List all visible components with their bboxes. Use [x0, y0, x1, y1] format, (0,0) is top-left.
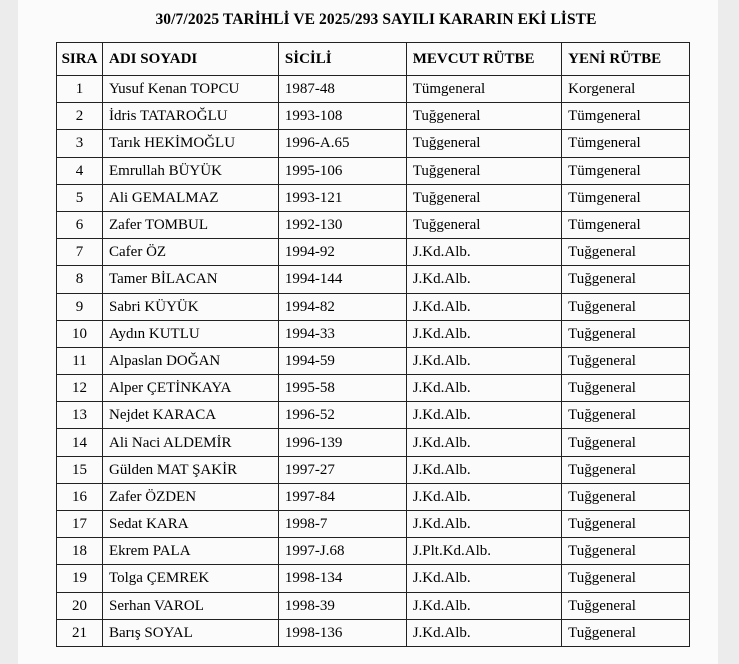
cell-mevcut-rutbe: J.Kd.Alb.	[406, 429, 561, 456]
cell-mevcut-rutbe: Tuğgeneral	[406, 211, 561, 238]
cell-adi-soyadi: Serhan VAROL	[103, 592, 279, 619]
cell-sicili: 1998-39	[278, 592, 406, 619]
cell-sicili: 1994-144	[278, 266, 406, 293]
cell-mevcut-rutbe: J.Kd.Alb.	[406, 320, 561, 347]
header-mevcut-rutbe: MEVCUT RÜTBE	[406, 43, 561, 76]
header-sira: SIRA	[57, 43, 103, 76]
cell-sira: 19	[57, 565, 103, 592]
cell-adi-soyadi: Cafer ÖZ	[103, 239, 279, 266]
cell-sicili: 1993-108	[278, 103, 406, 130]
table-row	[57, 511, 690, 538]
cell-mevcut-rutbe: Tümgeneral	[406, 76, 561, 103]
cell-sira: 9	[57, 293, 103, 320]
cell-adi-soyadi: Tolga ÇEMREK	[103, 565, 279, 592]
cell-sicili: 1998-136	[278, 619, 406, 646]
cell-yeni-rutbe: Tuğgeneral	[562, 619, 690, 646]
cell-adi-soyadi: Sedat KARA	[103, 511, 279, 538]
cell-adi-soyadi: Nejdet KARACA	[103, 402, 279, 429]
cell-sicili: 1998-7	[278, 511, 406, 538]
cell-sicili: 1996-A.65	[278, 130, 406, 157]
cell-sicili: 1994-82	[278, 293, 406, 320]
table-row	[57, 483, 690, 510]
table-row	[57, 402, 690, 429]
cell-sicili: 1998-134	[278, 565, 406, 592]
table-row	[57, 211, 690, 238]
promotion-table	[56, 42, 690, 647]
cell-mevcut-rutbe: Tuğgeneral	[406, 157, 561, 184]
cell-sicili: 1994-33	[278, 320, 406, 347]
table-row	[57, 375, 690, 402]
cell-yeni-rutbe: Tuğgeneral	[562, 592, 690, 619]
cell-sira: 6	[57, 211, 103, 238]
cell-sicili: 1997-J.68	[278, 538, 406, 565]
cell-sira: 3	[57, 130, 103, 157]
cell-adi-soyadi: Alpaslan DOĞAN	[103, 347, 279, 374]
cell-mevcut-rutbe: J.Kd.Alb.	[406, 402, 561, 429]
cell-sicili: 1993-121	[278, 184, 406, 211]
cell-mevcut-rutbe: J.Kd.Alb.	[406, 619, 561, 646]
document-page	[18, 0, 718, 664]
cell-adi-soyadi: Yusuf Kenan TOPCU	[103, 76, 279, 103]
cell-sicili: 1997-84	[278, 483, 406, 510]
cell-adi-soyadi: Aydın KUTLU	[103, 320, 279, 347]
cell-sicili: 1992-130	[278, 211, 406, 238]
cell-sira: 12	[57, 375, 103, 402]
table-row	[57, 103, 690, 130]
document-title: 30/7/2025 TARİHLİ VE 2025/293 SAYILI KARARIN EKİ LİSTE	[155, 11, 597, 28]
cell-sira: 5	[57, 184, 103, 211]
cell-mevcut-rutbe: J.Kd.Alb.	[406, 293, 561, 320]
cell-yeni-rutbe: Tuğgeneral	[562, 402, 690, 429]
cell-sira: 10	[57, 320, 103, 347]
cell-sira: 21	[57, 619, 103, 646]
table-row	[57, 130, 690, 157]
cell-yeni-rutbe: Tümgeneral	[562, 103, 690, 130]
cell-sira: 4	[57, 157, 103, 184]
table-row	[57, 76, 690, 103]
cell-mevcut-rutbe: J.Kd.Alb.	[406, 239, 561, 266]
table-row	[57, 293, 690, 320]
cell-sira: 20	[57, 592, 103, 619]
cell-sicili: 1995-58	[278, 375, 406, 402]
cell-sira: 15	[57, 456, 103, 483]
table-row	[57, 239, 690, 266]
cell-mevcut-rutbe: J.Kd.Alb.	[406, 347, 561, 374]
table-row	[57, 565, 690, 592]
cell-mevcut-rutbe: J.Kd.Alb.	[406, 483, 561, 510]
cell-sicili: 1994-59	[278, 347, 406, 374]
cell-yeni-rutbe: Tuğgeneral	[562, 456, 690, 483]
cell-sicili: 1994-92	[278, 239, 406, 266]
cell-yeni-rutbe: Tuğgeneral	[562, 320, 690, 347]
cell-mevcut-rutbe: Tuğgeneral	[406, 103, 561, 130]
cell-sira: 14	[57, 429, 103, 456]
table-row	[57, 538, 690, 565]
cell-yeni-rutbe: Tuğgeneral	[562, 429, 690, 456]
cell-mevcut-rutbe: J.Kd.Alb.	[406, 375, 561, 402]
table-row	[57, 266, 690, 293]
table-row	[57, 320, 690, 347]
cell-yeni-rutbe: Tümgeneral	[562, 211, 690, 238]
cell-sira: 7	[57, 239, 103, 266]
cell-adi-soyadi: Ekrem PALA	[103, 538, 279, 565]
cell-sicili: 1987-48	[278, 76, 406, 103]
cell-adi-soyadi: İdris TATAROĞLU	[103, 103, 279, 130]
table-row	[57, 157, 690, 184]
cell-adi-soyadi: Zafer TOMBUL	[103, 211, 279, 238]
table-row	[57, 619, 690, 646]
cell-mevcut-rutbe: Tuğgeneral	[406, 130, 561, 157]
cell-adi-soyadi: Tarık HEKİMOĞLU	[103, 130, 279, 157]
cell-yeni-rutbe: Tuğgeneral	[562, 347, 690, 374]
table-row	[57, 456, 690, 483]
cell-sira: 18	[57, 538, 103, 565]
cell-adi-soyadi: Zafer ÖZDEN	[103, 483, 279, 510]
cell-yeni-rutbe: Tuğgeneral	[562, 293, 690, 320]
cell-mevcut-rutbe: J.Kd.Alb.	[406, 511, 561, 538]
cell-adi-soyadi: Ali GEMALMAZ	[103, 184, 279, 211]
table-header-row	[57, 43, 690, 76]
cell-yeni-rutbe: Tümgeneral	[562, 130, 690, 157]
cell-adi-soyadi: Tamer BİLACAN	[103, 266, 279, 293]
cell-mevcut-rutbe: J.Kd.Alb.	[406, 456, 561, 483]
cell-yeni-rutbe: Tuğgeneral	[562, 511, 690, 538]
cell-yeni-rutbe: Tuğgeneral	[562, 375, 690, 402]
cell-sicili: 1996-52	[278, 402, 406, 429]
header-adi-soyadi: ADI SOYADI	[103, 43, 279, 76]
cell-mevcut-rutbe: Tuğgeneral	[406, 184, 561, 211]
cell-yeni-rutbe: Korgeneral	[562, 76, 690, 103]
cell-sira: 2	[57, 103, 103, 130]
header-yeni-rutbe: YENİ RÜTBE	[562, 43, 690, 76]
cell-adi-soyadi: Emrullah BÜYÜK	[103, 157, 279, 184]
table-row	[57, 429, 690, 456]
cell-sicili: 1996-139	[278, 429, 406, 456]
cell-sira: 8	[57, 266, 103, 293]
cell-sira: 17	[57, 511, 103, 538]
cell-adi-soyadi: Alper ÇETİNKAYA	[103, 375, 279, 402]
cell-yeni-rutbe: Tuğgeneral	[562, 483, 690, 510]
cell-adi-soyadi: Gülden MAT ŞAKİR	[103, 456, 279, 483]
cell-yeni-rutbe: Tuğgeneral	[562, 239, 690, 266]
cell-yeni-rutbe: Tümgeneral	[562, 157, 690, 184]
cell-mevcut-rutbe: J.Kd.Alb.	[406, 565, 561, 592]
cell-adi-soyadi: Ali Naci ALDEMİR	[103, 429, 279, 456]
cell-sira: 11	[57, 347, 103, 374]
cell-mevcut-rutbe: J.Kd.Alb.	[406, 266, 561, 293]
table-row	[57, 184, 690, 211]
cell-mevcut-rutbe: J.Kd.Alb.	[406, 592, 561, 619]
cell-sicili: 1995-106	[278, 157, 406, 184]
cell-adi-soyadi: Sabri KÜYÜK	[103, 293, 279, 320]
cell-mevcut-rutbe: J.Plt.Kd.Alb.	[406, 538, 561, 565]
cell-sira: 13	[57, 402, 103, 429]
cell-yeni-rutbe: Tuğgeneral	[562, 565, 690, 592]
table-row	[57, 592, 690, 619]
cell-yeni-rutbe: Tümgeneral	[562, 184, 690, 211]
table-row	[57, 347, 690, 374]
cell-sira: 1	[57, 76, 103, 103]
header-sicili: SİCİLİ	[278, 43, 406, 76]
cell-yeni-rutbe: Tuğgeneral	[562, 538, 690, 565]
cell-sira: 16	[57, 483, 103, 510]
cell-yeni-rutbe: Tuğgeneral	[562, 266, 690, 293]
cell-sicili: 1997-27	[278, 456, 406, 483]
cell-adi-soyadi: Barış SOYAL	[103, 619, 279, 646]
